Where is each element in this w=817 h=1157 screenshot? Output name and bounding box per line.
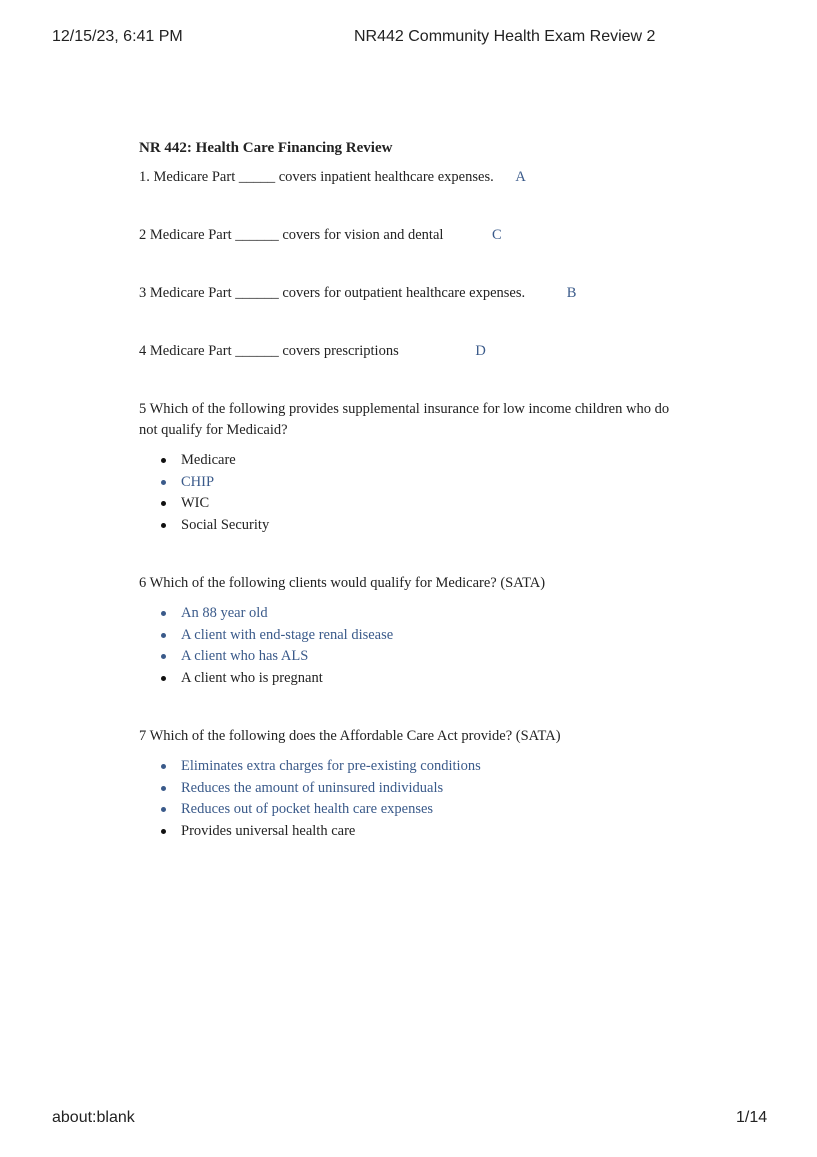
question-2-text: 2 Medicare Part ______ covers for vision and dental	[139, 227, 444, 243]
list-item: Social Security	[181, 515, 699, 537]
question-6-text: 6 Which of the following clients would qualify for Medicare? (SATA)	[139, 575, 546, 591]
print-page-number: 1/14	[736, 1109, 768, 1126]
document-body	[139, 138, 699, 879]
list-item: A client who is pregnant	[181, 668, 699, 690]
list-item-correct: Reduces out of pocket health care expenses	[181, 799, 699, 821]
list-item: Provides universal health care	[181, 821, 699, 843]
question-3	[139, 283, 699, 304]
question-7	[139, 726, 699, 842]
page-title: NR 442: Health Care Financing Review	[139, 140, 393, 156]
question-6-options	[139, 603, 699, 689]
question-3-text: 3 Medicare Part ______ covers for outpatient healthcare expenses.	[139, 285, 526, 301]
list-item-correct: A client who has ALS	[181, 646, 699, 668]
question-1-answer: A	[515, 169, 526, 185]
print-url: about:blank	[52, 1109, 135, 1126]
question-3-answer: B	[566, 285, 577, 301]
question-4-text: 4 Medicare Part ______ covers prescriptions	[139, 343, 399, 359]
list-item-correct: Reduces the amount of uninsured individuals	[181, 778, 699, 800]
question-5	[139, 399, 699, 536]
list-item: Medicare	[181, 450, 699, 472]
list-item-correct: CHIP	[181, 472, 699, 494]
question-1	[139, 167, 699, 188]
print-document-title: NR442 Community Health Exam Review 2	[354, 28, 656, 45]
list-item: WIC	[181, 493, 699, 515]
list-item-correct: Eliminates extra charges for pre-existing conditions	[181, 756, 699, 778]
question-2-answer: C	[492, 227, 502, 243]
list-item-correct: A client with end-stage renal disease	[181, 625, 699, 647]
question-4-answer: D	[475, 343, 486, 359]
list-item-correct: An 88 year old	[181, 603, 699, 625]
question-5-options	[139, 450, 699, 536]
question-7-options	[139, 756, 699, 842]
question-6	[139, 573, 699, 689]
question-4	[139, 341, 699, 362]
question-7-text: 7 Which of the following does the Affordable Care Act provide? (SATA)	[139, 728, 561, 744]
question-2	[139, 225, 699, 246]
question-5-text: 5 Which of the following provides supplemental insurance for low income children who do not qualify for Medicaid?	[139, 401, 670, 438]
question-1-text: 1. Medicare Part _____ covers inpatient healthcare expenses.	[139, 169, 494, 185]
print-datetime: 12/15/23, 6:41 PM	[52, 28, 183, 45]
